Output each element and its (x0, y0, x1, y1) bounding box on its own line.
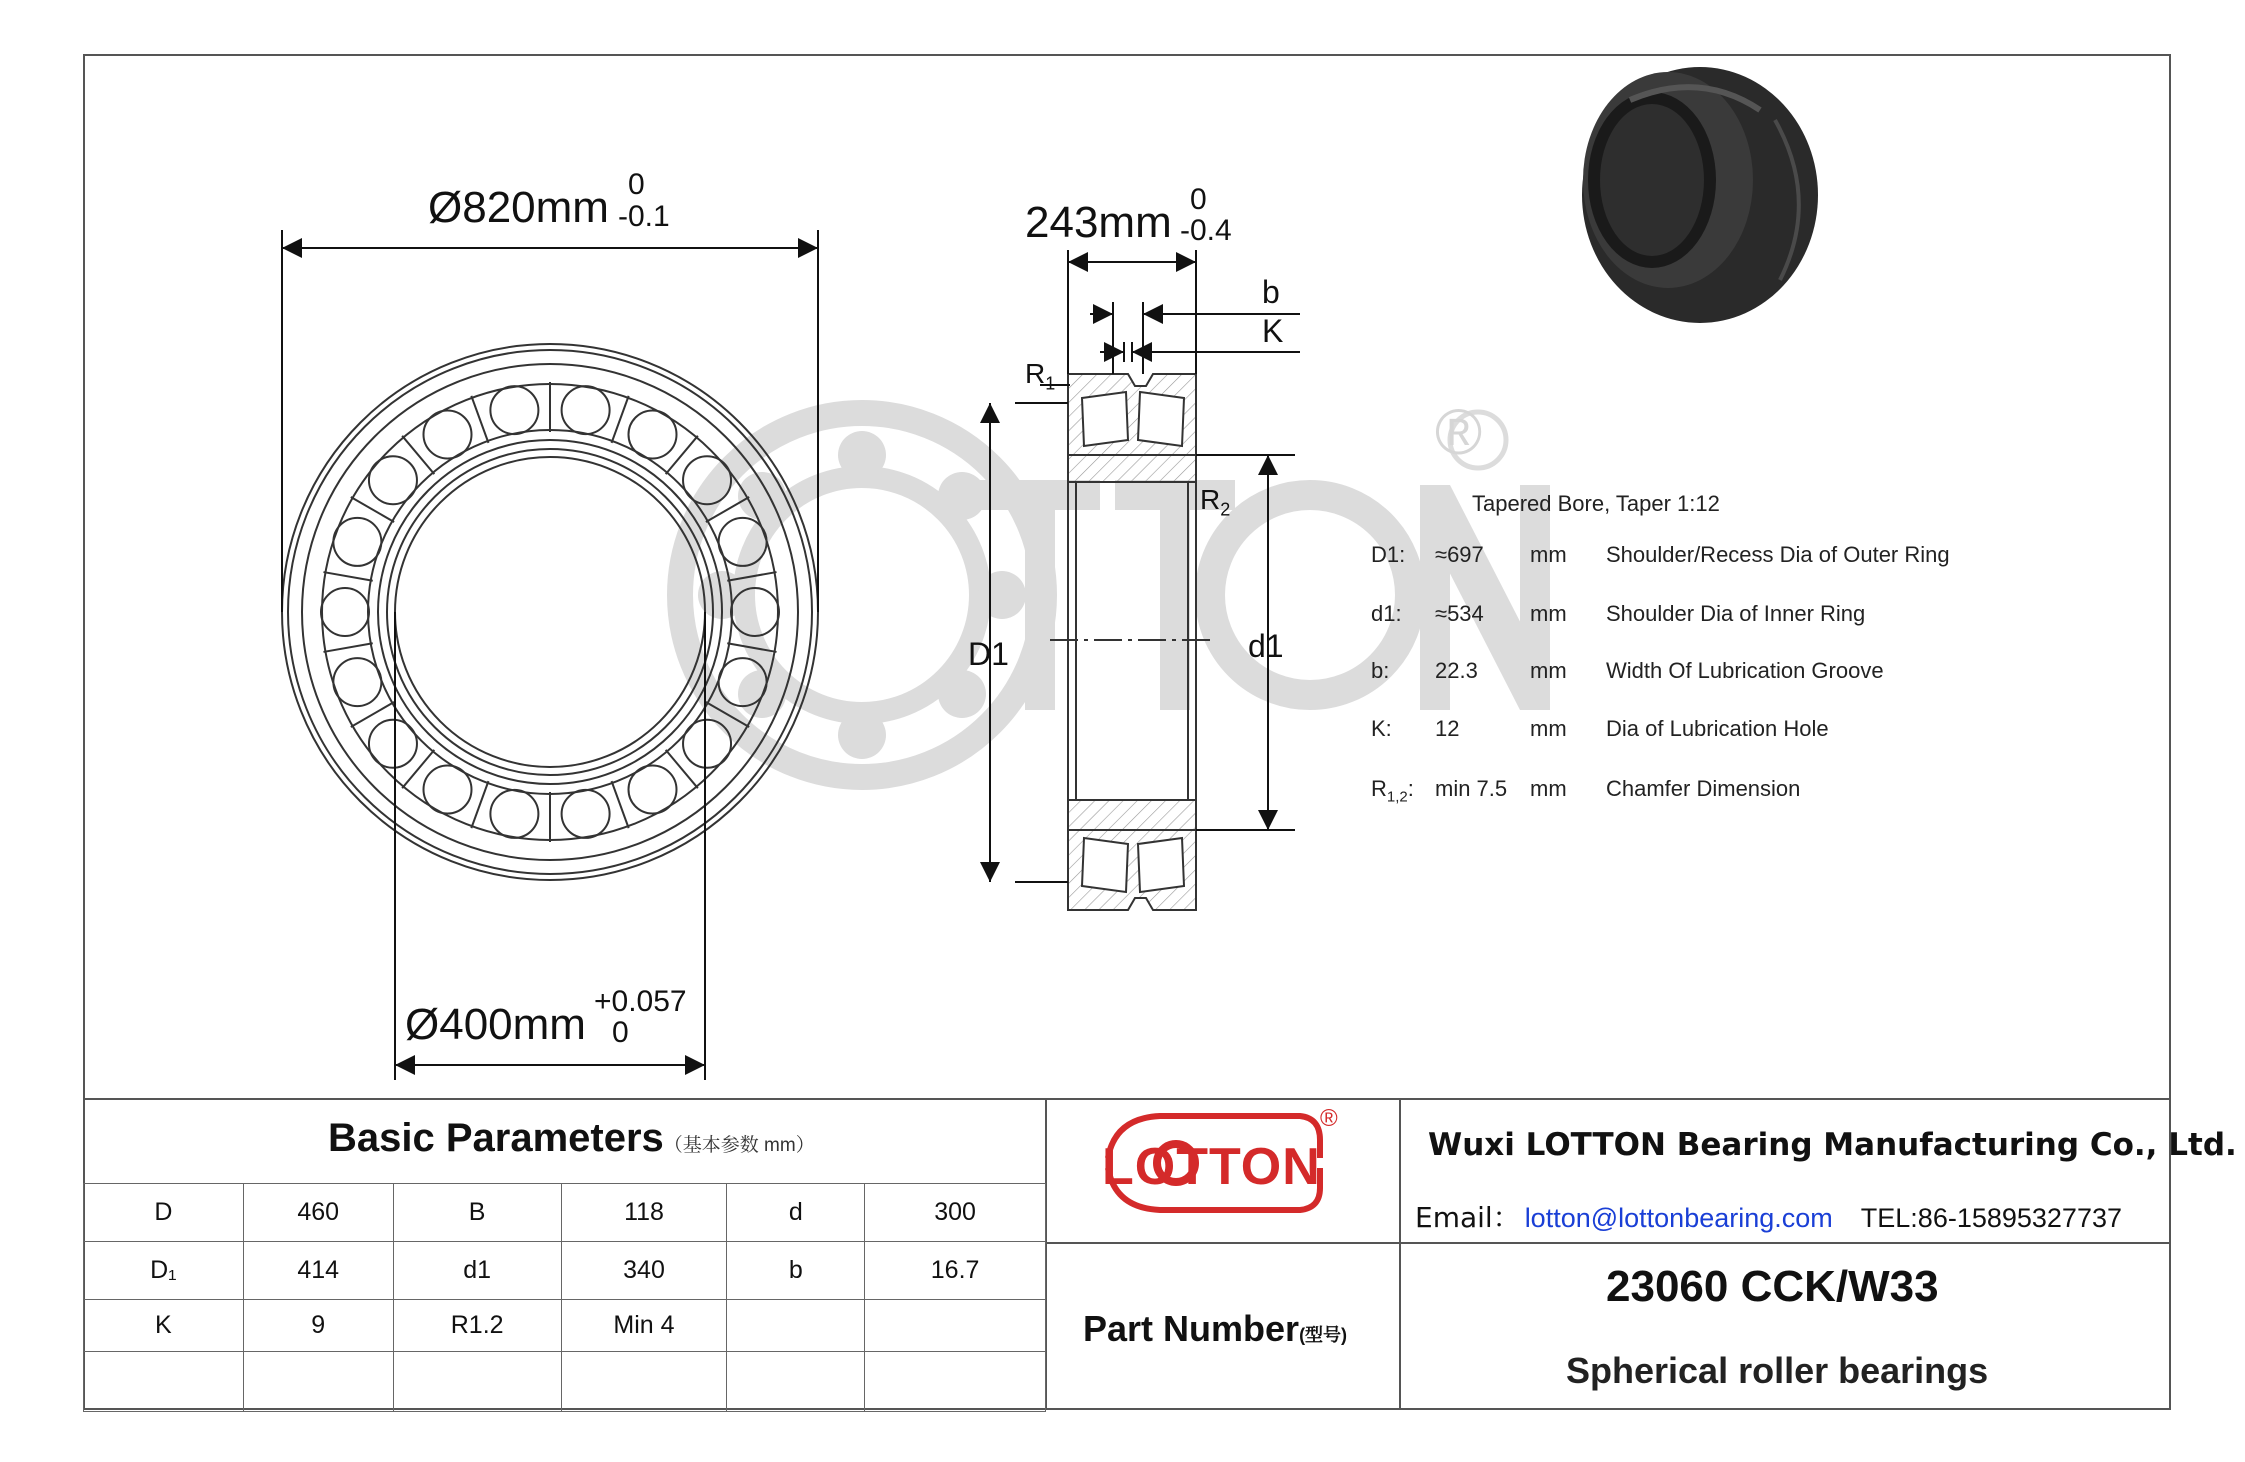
roller (369, 456, 417, 504)
spec-unit: mm (1530, 716, 1567, 741)
spec-symbol: K: (1371, 716, 1392, 741)
table-cell: b (727, 1242, 865, 1300)
spec-unit: mm (1530, 542, 1567, 567)
part-number: 23060 CCK/W33 (1606, 1262, 1939, 1311)
spec-description: Shoulder/Recess Dia of Outer Ring (1606, 542, 1950, 567)
table-cell: 9 (243, 1300, 393, 1352)
spec-symbol: d1: (1371, 601, 1402, 626)
contact-line (1415, 1196, 2122, 1236)
groove-width-symbol: b (1262, 274, 1280, 310)
basic-parameters-heading: Basic Parameters（基本参数 mm） (328, 1116, 815, 1160)
logo-text: LOTTON (1102, 1138, 1321, 1196)
roller (490, 790, 538, 838)
part-number-label: Part Number(型号) (1083, 1308, 1348, 1349)
chamfer-r1-symbol: $R_1$ (1025, 358, 1056, 394)
roller (629, 410, 677, 458)
cage-bar (612, 781, 629, 828)
front-view-dimensions (282, 230, 818, 1080)
table-cell (727, 1352, 865, 1412)
table-cell: d (727, 1184, 865, 1242)
watermark-registered-mark: ® (1435, 396, 1483, 468)
cage-bar (323, 643, 372, 652)
table-cell (865, 1300, 1046, 1352)
table-cell: 300 (865, 1184, 1046, 1242)
logo-registered-mark: ® (1320, 1105, 1338, 1132)
cage-bar (666, 750, 698, 788)
spec-description: Chamfer Dimension (1606, 776, 1801, 801)
bore-tolerance-lower: 0 (612, 1016, 629, 1049)
spec-value: min 7.5 (1435, 776, 1508, 801)
bearing-3d-image (1582, 67, 1818, 323)
width-tolerance-upper: 0 (1190, 183, 1207, 216)
cage-bar (402, 436, 434, 474)
outer-shoulder-symbol: D1 (968, 636, 1009, 672)
roller (369, 720, 417, 768)
roller (683, 720, 731, 768)
table-cell: Min 4 (561, 1300, 727, 1352)
width-tolerance-lower: -0.4 (1180, 214, 1232, 247)
roller (424, 766, 472, 814)
outer-tolerance-upper: 0 (628, 168, 645, 201)
spec-description: Dia of Lubrication Hole (1606, 716, 1829, 741)
product-type: Spherical roller bearings (1566, 1350, 1989, 1391)
roller (333, 658, 381, 706)
cage-bar (612, 396, 629, 443)
roller (321, 588, 369, 636)
table-row (84, 1184, 1046, 1242)
spec-symbol: $R_{1,2}$: (1371, 776, 1414, 806)
table-cell (561, 1352, 727, 1412)
table-cell (393, 1352, 561, 1412)
table-cell (865, 1352, 1046, 1412)
spec-symbol: D1: (1371, 542, 1406, 567)
table-cell: 16.7 (865, 1242, 1046, 1300)
email-label: Email： (1415, 1201, 1521, 1234)
outer-diameter-label: Ø820mm (428, 183, 609, 232)
bore-diameter-label: Ø400mm (405, 1000, 586, 1049)
inner-shoulder-symbol: d1 (1248, 628, 1284, 664)
spec-value: 22.3 (1435, 658, 1478, 683)
roller (424, 410, 472, 458)
cage-bar (402, 750, 434, 788)
cage-bar (666, 436, 698, 474)
table-cell (727, 1300, 865, 1352)
spec-unit: mm (1530, 776, 1567, 801)
spec-unit: mm (1530, 601, 1567, 626)
cage-bar (323, 572, 372, 581)
spec-unit: mm (1530, 658, 1567, 683)
cage-bar (471, 396, 488, 443)
roller (562, 386, 610, 434)
table-cell: d1 (393, 1242, 561, 1300)
table-cell: D₁ (84, 1242, 244, 1300)
cage-bar (471, 781, 488, 828)
table-cell: 460 (243, 1184, 393, 1242)
spec-symbol: b: (1371, 658, 1390, 683)
spec-description: Shoulder Dia of Inner Ring (1606, 601, 1866, 626)
table-cell (243, 1352, 393, 1412)
email-link[interactable]: lotton@lottonbearing.com (1524, 1203, 1833, 1233)
table-cell (84, 1352, 244, 1412)
bore-tolerance-upper: +0.057 (594, 985, 687, 1018)
company-name: Wuxi LOTTON Bearing Manufacturing Co., Ltd. (1428, 1127, 2237, 1163)
table-row (84, 1242, 1046, 1300)
width-label: 243mm (1025, 198, 1172, 247)
spec-description: Width Of Lubrication Groove (1606, 658, 1884, 683)
table-cell: 414 (243, 1242, 393, 1300)
specs-title: Tapered Bore, Taper 1:12 (1472, 491, 1720, 516)
outer-tolerance-lower: -0.1 (618, 200, 670, 233)
table-cell: K (84, 1300, 244, 1352)
hole-dia-symbol: K (1262, 313, 1284, 349)
table-cell: B (393, 1184, 561, 1242)
table-cell: D (84, 1184, 244, 1242)
roller (490, 386, 538, 434)
table-row (84, 1352, 1046, 1412)
spec-value: ≈534 (1435, 601, 1484, 626)
spec-value: 12 (1435, 716, 1460, 741)
roller (333, 518, 381, 566)
spec-value: ≈697 (1435, 542, 1484, 567)
roller (562, 790, 610, 838)
table-row (84, 1300, 1046, 1352)
table-cell: R1.2 (393, 1300, 561, 1352)
table-cell: 340 (561, 1242, 727, 1300)
chamfer-r2-symbol: $R_2$ (1200, 484, 1231, 520)
basic-parameters-table (83, 1183, 1046, 1412)
table-cell: 118 (561, 1184, 727, 1242)
telephone: TEL:86-15895327737 (1860, 1203, 2123, 1233)
roller (629, 766, 677, 814)
